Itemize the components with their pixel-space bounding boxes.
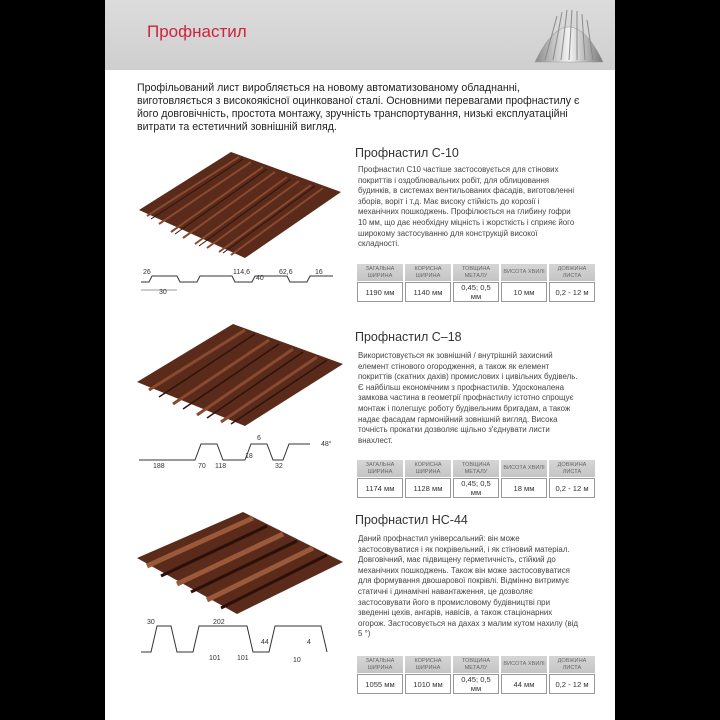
sheet-image-c10 xyxy=(135,150,345,260)
product-description: Даний профнастил універсальний: він може застосовуватися і як покрівельний, і як стіновий матеріал. Довговічний, має підвищену герметичність, стійкий до механічних пошкоджень. Також він може застосовуватися для формування двошарової покрівлі. Відмінно витримує статичні і динамічні навантаження, це дозволяє застосовувати його в промисловому будівництві при зведенні цехів, ангарів, навісів, а також стаціонарних огорож. Застосовується на дахах з малим кутом нахилу (від 5 °) xyxy=(358,534,578,639)
spec-header: ТОВЩИНА МЕТАЛУ xyxy=(453,264,499,281)
spec-value: 18 мм xyxy=(501,478,547,498)
spec-value: 1128 мм xyxy=(405,478,451,498)
spec-value: 0,2 - 12 м xyxy=(549,478,595,498)
dim-label: 30 xyxy=(147,619,155,626)
dim-label: 62,6 xyxy=(279,269,293,276)
spec-value: 0,2 - 12 м xyxy=(549,282,595,302)
spec-value: 1055 мм xyxy=(357,674,403,694)
product-title: Профнастил С–18 xyxy=(355,330,462,344)
spec-header: ТОВЩИНА МЕТАЛУ xyxy=(453,460,499,477)
spec-header: КОРИСНА ШИРИНА xyxy=(405,264,451,281)
spec-header: ВИСОТА ХВИЛІ xyxy=(501,656,547,673)
spec-header: ЗАГАЛЬНА ШИРИНА xyxy=(357,656,403,673)
intro-text: Профільований лист виробляється на новому автоматизованому обладнанні, виготовляється з високоякісної оцинкованої сталі. Основними перевагами профнастилу є його довговічність, простота монтажу, зручність транспортування, низькі експлуатаційні витрати та естетичний зовнішній вигляд. xyxy=(137,82,580,133)
catalog-page xyxy=(105,0,615,720)
dim-label: 4 xyxy=(307,639,311,646)
sheet-image-hc44 xyxy=(133,508,348,618)
spec-value: 0,45; 0,5 мм xyxy=(453,674,499,694)
product-title: Профнастил С-10 xyxy=(355,146,459,160)
spec-header: ДОВЖИНА ЛИСТА xyxy=(549,460,595,477)
spec-value: 10 мм xyxy=(501,282,547,302)
profile-drawing-hc44 xyxy=(137,616,337,666)
dim-label: 40 xyxy=(256,275,264,282)
spec-header: ДОВЖИНА ЛИСТА xyxy=(549,656,595,673)
spec-header: ЗАГАЛЬНА ШИРИНА xyxy=(357,264,403,281)
spec-value: 0,2 - 12 м xyxy=(549,674,595,694)
dim-label: 101 xyxy=(237,655,249,662)
product-description: Використовується як зовнішній / внутрішній захисний елемент стінового огородження, а також як елемент покриттів (скатних дахів) промислових і цивільних будівель. Є найбільш економічним з профнастилів. Удосконалена замкова частина в геометрії профнастилу істотно спрощує монтаж і полегшує роботу будівельним бригадам, а також надає фасадам гармонійний зовнішній вигляд. Висока точність прокатки дозволяє щільно з'єднувати листи внахлест. xyxy=(358,351,578,445)
spec-value: 1140 мм xyxy=(405,282,451,302)
spec-header: КОРИСНА ШИРИНА xyxy=(405,460,451,477)
spec-value: 1174 мм xyxy=(357,478,403,498)
page-header xyxy=(105,0,615,70)
dim-label: 114,6 xyxy=(233,269,250,276)
dim-label: 44 xyxy=(261,639,269,646)
dim-label: 202 xyxy=(213,619,225,626)
spec-value: 1190 мм xyxy=(357,282,403,302)
dim-label: 26 xyxy=(143,269,151,276)
spec-value: 0,45; 0,5 мм xyxy=(453,478,499,498)
profile-drawing-c10 xyxy=(137,264,337,296)
profile-drawing-c18 xyxy=(135,434,350,470)
spec-table xyxy=(355,655,597,695)
spec-header: ВИСОТА ХВИЛІ xyxy=(501,264,547,281)
product-title: Профнастил НС-44 xyxy=(355,513,468,527)
spec-value: 1010 мм xyxy=(405,674,451,694)
dim-label: 118 xyxy=(215,463,227,470)
spec-header: ДОВЖИНА ЛИСТА xyxy=(549,264,595,281)
spec-table xyxy=(355,459,597,499)
dim-label: 70 xyxy=(198,463,206,470)
page-title: Профнастил xyxy=(147,22,247,41)
spec-table xyxy=(355,263,597,303)
spec-header: КОРИСНА ШИРИНА xyxy=(405,656,451,673)
sheet-image-c18 xyxy=(133,320,348,430)
dim-label: 32 xyxy=(275,463,283,470)
corrugated-sheet-icon xyxy=(531,2,607,66)
spec-value: 44 мм xyxy=(501,674,547,694)
dim-label: 48° xyxy=(321,441,332,448)
spec-header: ВИСОТА ХВИЛІ xyxy=(501,460,547,477)
spec-header: ЗАГАЛЬНА ШИРИНА xyxy=(357,460,403,477)
dim-label: 30 xyxy=(159,289,167,296)
dim-label: 6 xyxy=(257,435,261,442)
product-description: Профнастил С10 частіше застосовується для стінових покриттів і оздоблювальних робіт, для облицювання будинків, в системах вентильованих фасадів, виготовленні зборів, воріт і т.д. Має високу стійкість до корозії і механічних пошкоджень. Профілюється на глибину гофри 10 мм, що дає необхідну міцність і жорсткість і сприяє його широкому застосуванню для конструкцій високої складності. xyxy=(358,165,575,249)
dim-label: 16 xyxy=(315,269,323,276)
spec-value: 0,45; 0,5 мм xyxy=(453,282,499,302)
spec-header: ТОВЩИНА МЕТАЛУ xyxy=(453,656,499,673)
dim-label: 188 xyxy=(153,463,165,470)
dim-label: 10 xyxy=(293,657,301,664)
dim-label: 101 xyxy=(209,655,221,662)
dim-label: 18 xyxy=(245,453,253,460)
